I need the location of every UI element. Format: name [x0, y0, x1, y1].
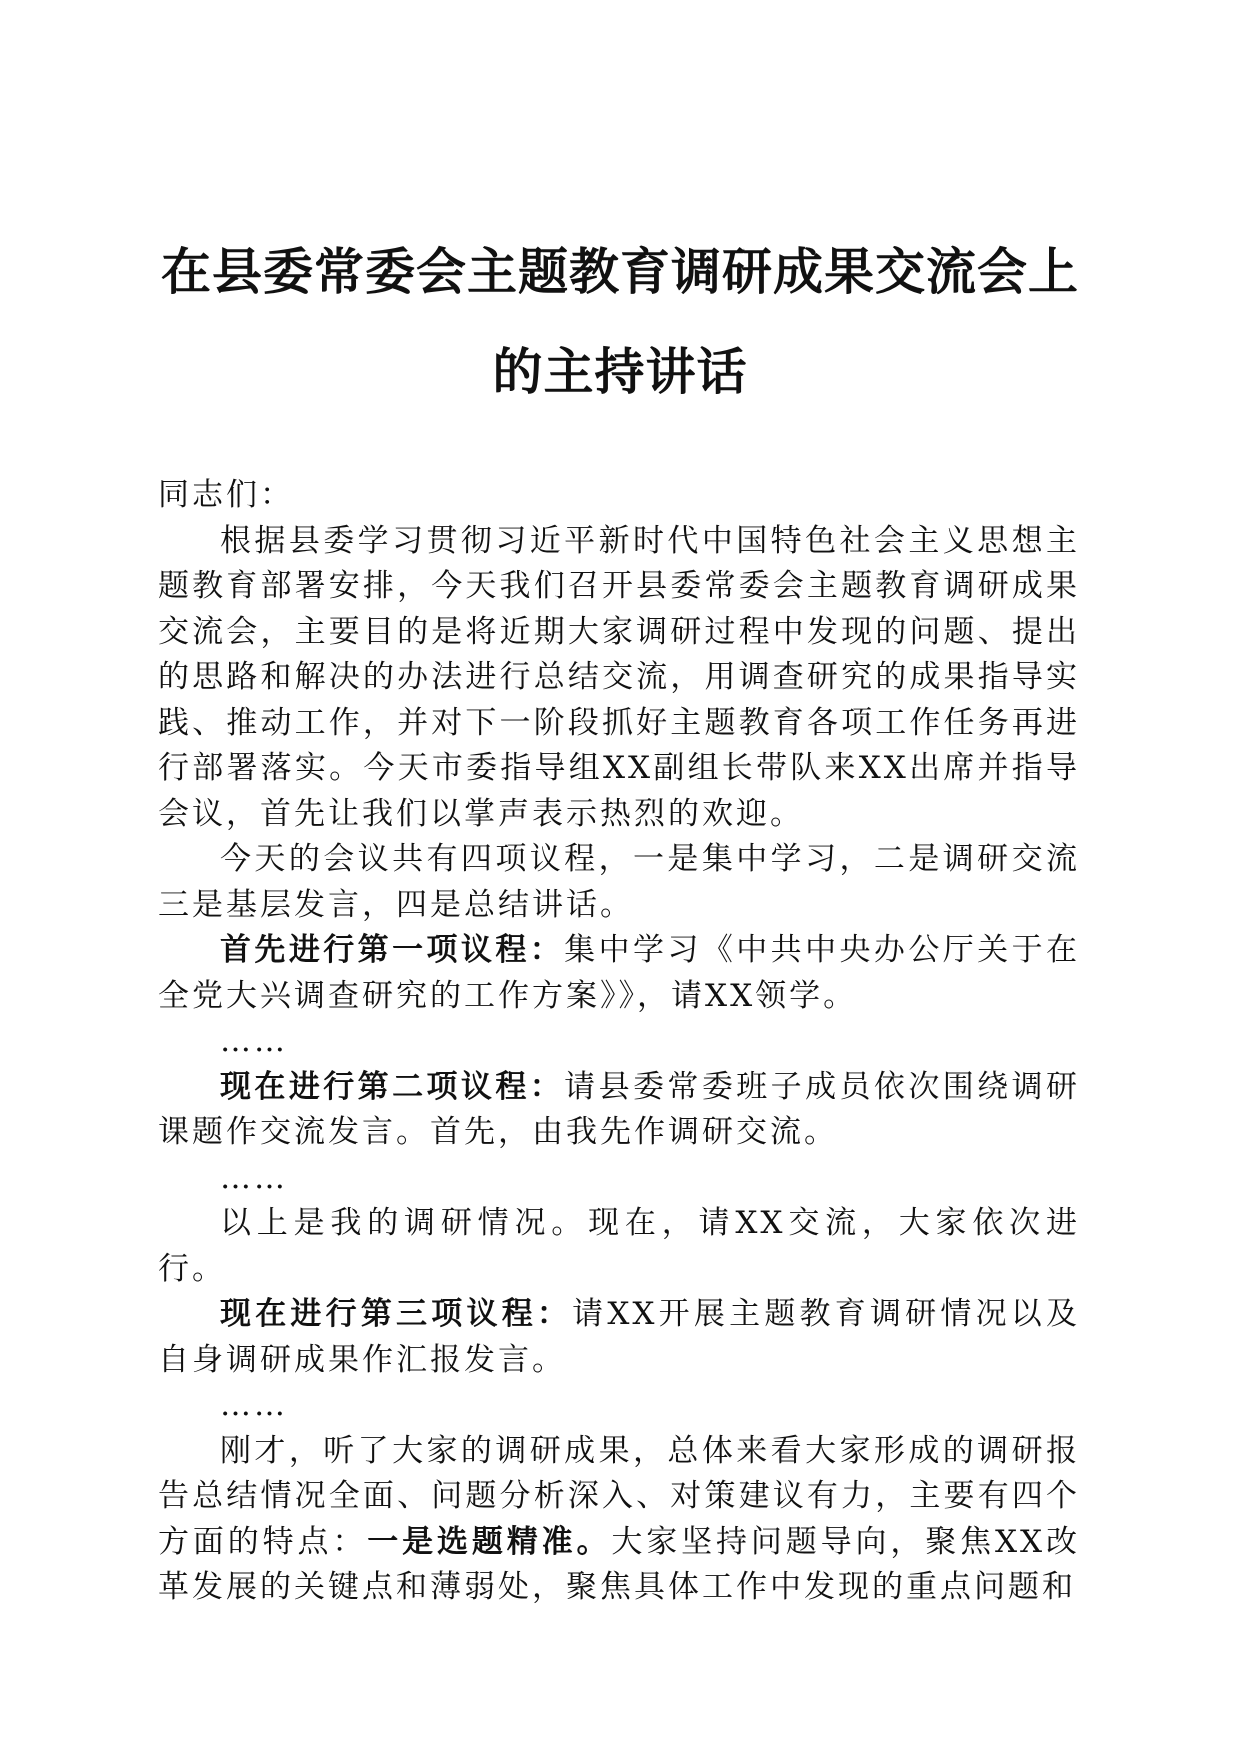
document-body: [158, 473, 1080, 1611]
summary-text-2: 大家坚持问题导向，聚焦XX改革发展的关键点和薄弱处，聚焦具体工作中发现的重点问题和: [158, 1523, 1081, 1605]
paragraph-opening: 根据县委学习贯彻习近平新时代中国特色社会主义思想主题教育部署安排，今天我们召开县委常委会主题教育调研成果交流会，主要目的是将近期大家调研过程中发现的问题、提出的思路和解决的办法进行总结交流，用调查研究的成果指导实践、推动工作，并对下一阶段抓好主题教育各项工作任务再进行部署落实。今天市委指导组XX副组长带队来XX出席并指导会议，首先让我们以掌声表示热烈的欢迎。: [158, 522, 1080, 832]
salutation: 同志们：: [158, 477, 294, 513]
paragraph-agenda-item-3: [158, 1292, 1080, 1383]
ellipsis-1: ……: [220, 1023, 288, 1059]
paragraph-agenda-item-2: [158, 1065, 1080, 1156]
agenda-item-3-text: 请XX开展主题教育调研情况以及自身调研成果作汇报发言。: [158, 1296, 1081, 1378]
paragraph-agenda-item-1: [158, 928, 1080, 1019]
agenda-item-3-lead: 现在进行第三项议程：: [220, 1296, 573, 1332]
agenda-item-2-text: 请县委常委班子成员依次围绕调研课题作交流发言。首先，由我先作调研交流。: [158, 1068, 1081, 1150]
paragraph-summary: [158, 1429, 1080, 1611]
document-title: 在县委常委会主题教育调研成果交流会上的主持讲话: [161, 242, 1079, 401]
summary-text-1: 刚才，听了大家的调研成果，总体来看大家形成的调研报告总结情况全面、问题分析深入、对策建议有力，主要有四个方面的特点：: [158, 1432, 1080, 1560]
paragraph-agenda: 今天的会议共有四项议程，一是集中学习，二是调研交流三是基层发言，四是总结讲话。: [158, 841, 1080, 923]
paragraph-transition: 以上是我的调研情况。现在，请XX交流，大家依次进行。: [158, 1205, 1080, 1287]
ellipsis-2: ……: [220, 1159, 288, 1196]
ellipsis-3: ……: [220, 1387, 288, 1423]
summary-point-1-lead: 一是选题精准。: [367, 1523, 612, 1560]
agenda-item-1-lead: 首先进行第一项议程：: [220, 932, 565, 968]
agenda-item-1-text: 集中学习《中共中央办公厅关于在全党大兴调查研究的工作方案》》，请XX领学。: [158, 932, 1081, 1014]
agenda-item-2-lead: 现在进行第二项议程：: [220, 1068, 565, 1105]
